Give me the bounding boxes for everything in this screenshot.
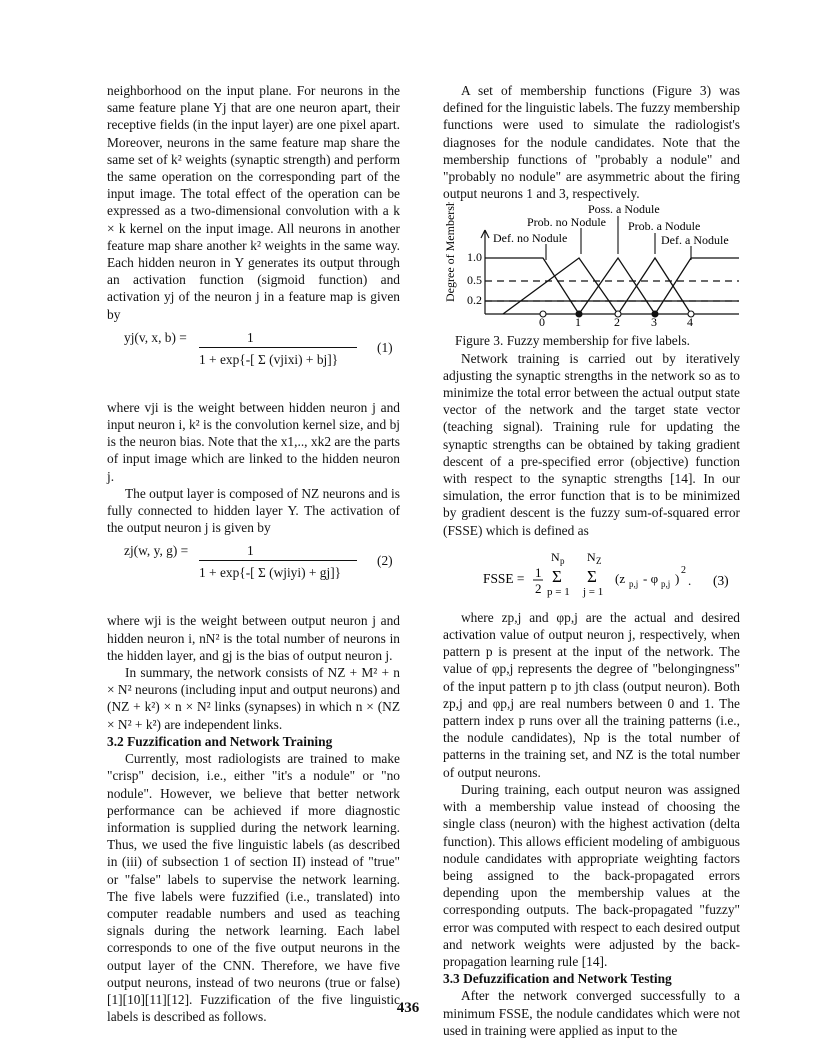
svg-text:.: .	[688, 572, 692, 588]
membership-curves	[485, 258, 739, 314]
section-heading-3-2: 3.2 Fuzzification and Network Training	[107, 733, 333, 749]
right-paragraph-3: where zp,j and φp,j are the actual and desired activation value of output neuron j, respectively, when pattern p is present at the input of the network. The value of φp,j represents the degree of "belongingness" of the input pattern p to jth class (output neuron). Both zp,j and φp,j are real numbers between 0 and 1. The pattern index p runs over all the training patterns (i.e., the nodule candidates), Np is the total number of patterns in the training set, and NZ is the total number of output neurons.	[443, 609, 740, 780]
svg-text:p: p	[560, 555, 565, 566]
left-column	[107, 82, 400, 1025]
eq2-label: (2)	[377, 553, 393, 569]
left-paragraph-5: In summary, the network consists of NZ + M² + n × N² neurons (including input and output neurons) and (NZ + k²) × n × N² links (synapses) in which n × (NZ × N² + k²) are independent links.	[107, 665, 400, 732]
svg-text:p,j: p,j	[629, 578, 639, 589]
eq1-numerator: 1	[247, 329, 254, 345]
y-axis-label: Degree of Membership	[443, 202, 457, 303]
svg-text:N: N	[551, 549, 560, 564]
eq1-lhs: yj(v, x, b) =	[124, 329, 187, 345]
y-tick-1.0: 1.0	[467, 250, 482, 265]
equation-1	[107, 329, 400, 393]
y-tick-0.5: 0.5	[467, 273, 482, 288]
membership-diagram	[443, 202, 740, 332]
right-paragraph-5: After the network converged successfully to a minimum FSSE, the nodule candidates which were not used in training were applied as input to the	[443, 988, 740, 1038]
label-def-no-nodule: Def. no Nodule	[493, 231, 568, 246]
svg-text:j = 1: j = 1	[583, 585, 604, 598]
eq3-label: (3)	[713, 572, 729, 588]
label-poss-a-nodule: Poss. a Nodule	[588, 202, 660, 217]
right-paragraph-1: A set of membership functions (Figure 3) was defined for the linguistic labels. The fuzzy membership functions were used to simulate the radiologist's diagnoses for the nodule candidates. Note that the membership functions of "probably a nodule" and "probably no nodule" are asymmetric about the firing output neurons 1 and 3, respectively.	[443, 83, 740, 202]
svg-text:2: 2	[681, 564, 686, 576]
x-axis-label	[583, 329, 660, 332]
left-paragraph-3: The output layer is composed of NZ neurons and is fully connected to hidden layer Y. The activation of the output neuron j is given by	[107, 485, 400, 536]
svg-text:): )	[675, 570, 680, 586]
eq1-label: (1)	[377, 339, 393, 355]
right-paragraph-2: Network training is carried out by iteratively adjusting the synaptic strengths in the network so as to minimize the total error between the actual output state vector of the network and the target state vector (teaching signal). Training rule for updating the synaptic strengths can be obtained by taking gradient descent of a pre-specified error (objective) function with respect to the synaptic strengths [14]. In our simulation, the error function that is to be minimized by gradient descent is the fuzzy sum-of-squared error (FSSE) which is defined as	[443, 350, 740, 538]
svg-text:(z: (z	[615, 570, 626, 586]
x-tick-2: 2	[614, 315, 620, 330]
left-paragraph-4: where wji is the weight between output neuron j and hidden neuron i, nN² is the total number of neurons in the hidden layer, and gj is the bias of output neuron j.	[107, 613, 400, 663]
eq2-fraction-bar	[199, 560, 357, 561]
eq2-lhs: zj(w, y, g) =	[124, 543, 189, 559]
equation-3	[443, 549, 740, 601]
eq2-numerator: 1	[247, 543, 254, 559]
svg-text:Σ: Σ	[552, 566, 562, 586]
svg-text:1: 1	[535, 564, 542, 580]
svg-text:FSSE =: FSSE =	[483, 570, 525, 586]
y-tick-0.2: 0.2	[467, 293, 482, 308]
eq1-fraction-bar	[199, 347, 357, 348]
page-number: 436	[396, 1000, 420, 1016]
svg-text:- φ: - φ	[643, 570, 659, 586]
x-tick-4: 4	[687, 315, 693, 330]
x-tick-0: 0	[539, 315, 545, 330]
x-tick-3: 3	[651, 315, 657, 330]
svg-text:Z: Z	[596, 555, 602, 566]
figure-3	[443, 202, 740, 332]
eq1-denominator: 1 + exp{-[ Σ (vjixi) + bj]}	[199, 351, 339, 367]
equation-2	[107, 542, 400, 606]
svg-text:p = 1: p = 1	[547, 585, 570, 598]
x-tick-1: 1	[575, 315, 581, 330]
right-column	[443, 82, 740, 1039]
left-paragraph-1: neighborhood on the input plane. For neurons in the same feature plane Yj that are one neuron apart, their receptive fields (in the input layer) are one pixel apart. Moreover, neurons in the same feature map share the same set of k² weights (synaptic strength) and perform the same operation on the corresponding part of the input image. The total effect of the operation can be expressed as a two-dimensional convolution with a k × k kernel on the input image. All neurons in another feature map share another k² weights in the same way. Each hidden neuron in Y generates its output through an activation function (sigmoid function) and activation yj of the neuron j in a feature map is given by	[107, 83, 400, 322]
eq2-denominator: 1 + exp{-[ Σ (wjiyi) + gj]}	[199, 565, 342, 581]
section-heading-3-3: 3.3 Defuzzification and Network Testing	[443, 971, 672, 987]
right-paragraph-4: During training, each output neuron was assigned with a membership value instead of choosing the single class (neuron) with the highest activation (delta function). This allows efficient modeling of ambiguous nodule candidates with appropriate weighting factors being assigned to the back-propagated errors depending upon the membership values at the corresponding outputs. The back-propagated "fuzzy" error was computed with respect to each desired output and network weights were adjusted by the back-propagation learning rule [14].	[443, 781, 740, 969]
svg-text:2: 2	[535, 580, 542, 596]
left-paragraph-2: where vji is the weight between hidden neuron j and input neuron i, k² is the convolution kernel size, and bj is the neuron bias. Note that the x1,.., xk2 are the parts of input image which are linked to the hidden neuron j.	[107, 399, 400, 484]
svg-text:p,j: p,j	[661, 578, 671, 589]
label-prob-a-nodule: Prob. a Nodule	[628, 219, 701, 234]
figure-3-caption: Figure 3. Fuzzy membership for five labels.	[455, 333, 691, 349]
left-paragraph-6: Currently, most radiologists are trained to make "crisp" decision, i.e., either "it's a nodule" or "no nodule". However, we believe that better network performance can be achieved if more diagnostic information is supplied during the network learning. Thus, we used the five linguistic labels (as described in (iii) of subsection 1 of section II) instead of "true" or "false" labels to supervise the network learning. The five labels were fuzzified (i.e., translated) into computer readable numbers and used as teaching signals during the network learning. Each label corresponds to one of the five output neurons in the output layer of the CNN. Therefore, we have five output neurons, instead of two neurons (true or false) [1][10][11][12]. Fuzzification of the five linguistic labels is described as follows.	[107, 751, 400, 1025]
label-def-a-nodule: Def. a Nodule	[661, 233, 729, 248]
svg-text:Σ: Σ	[587, 566, 597, 586]
fsse-formula	[443, 549, 740, 601]
label-prob-no-nodule: Prob. no Nodule	[527, 215, 606, 230]
svg-text:N: N	[587, 549, 596, 564]
